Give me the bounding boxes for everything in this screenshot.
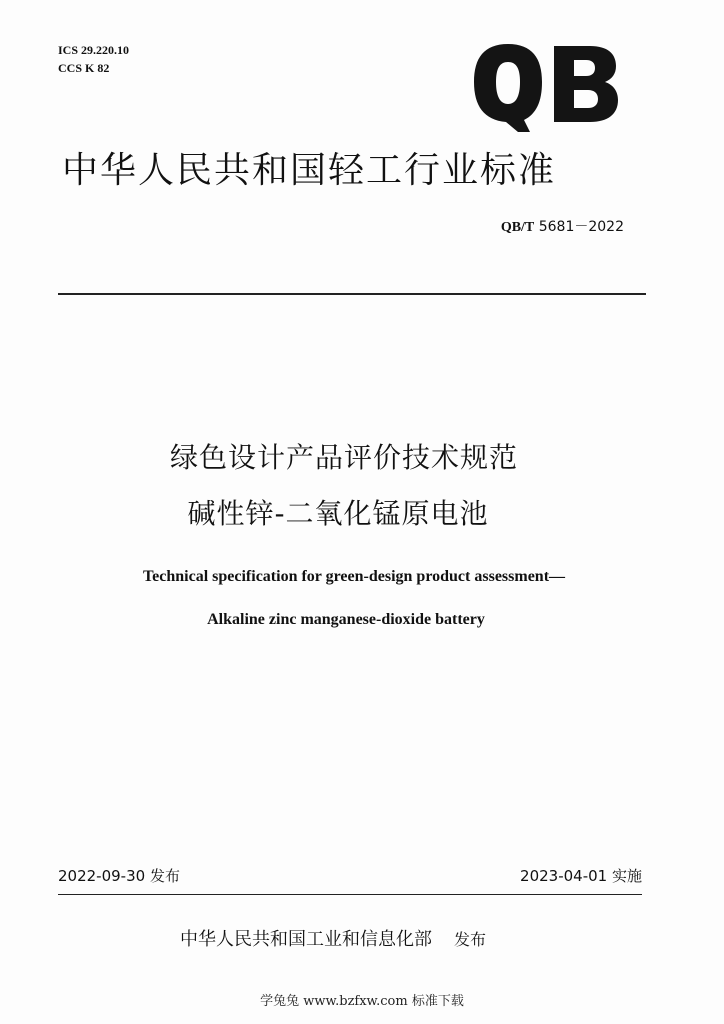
ccs-code: CCS K 82 bbox=[58, 61, 110, 75]
ics-code: ICS 29.220.10 bbox=[58, 43, 130, 57]
standard-number-value: 5681－2022 bbox=[538, 219, 624, 235]
standard-number-prefix: QB/T bbox=[500, 220, 535, 235]
standard-body-title: 中华人民共和国轻工行业标准 bbox=[62, 150, 557, 191]
title-en-line1: Technical specification for green-design product assessment— bbox=[142, 568, 566, 585]
qb-logo bbox=[470, 38, 620, 134]
publisher-name: 中华人民共和国工业和信息化部 bbox=[180, 929, 432, 950]
publisher-action: 发布 bbox=[454, 930, 487, 949]
title-cn-line1: 绿色设计产品评价技术规范 bbox=[169, 441, 518, 474]
issue-date: 2022-09-30 发布 bbox=[58, 867, 180, 885]
implementation-date: 2023-04-01 实施 bbox=[520, 867, 642, 885]
publisher bbox=[180, 928, 486, 952]
bottom-divider bbox=[58, 894, 642, 895]
top-divider bbox=[58, 293, 646, 295]
title-en-line2: Alkaline zinc manganese-dioxide battery bbox=[207, 611, 485, 628]
title-cn-line2: 碱性锌-二氧化锰原电池 bbox=[187, 497, 489, 530]
watermark-footer: 学兔兔 www.bzfxw.com 标准下载 bbox=[260, 994, 464, 1009]
standard-number bbox=[501, 218, 624, 237]
